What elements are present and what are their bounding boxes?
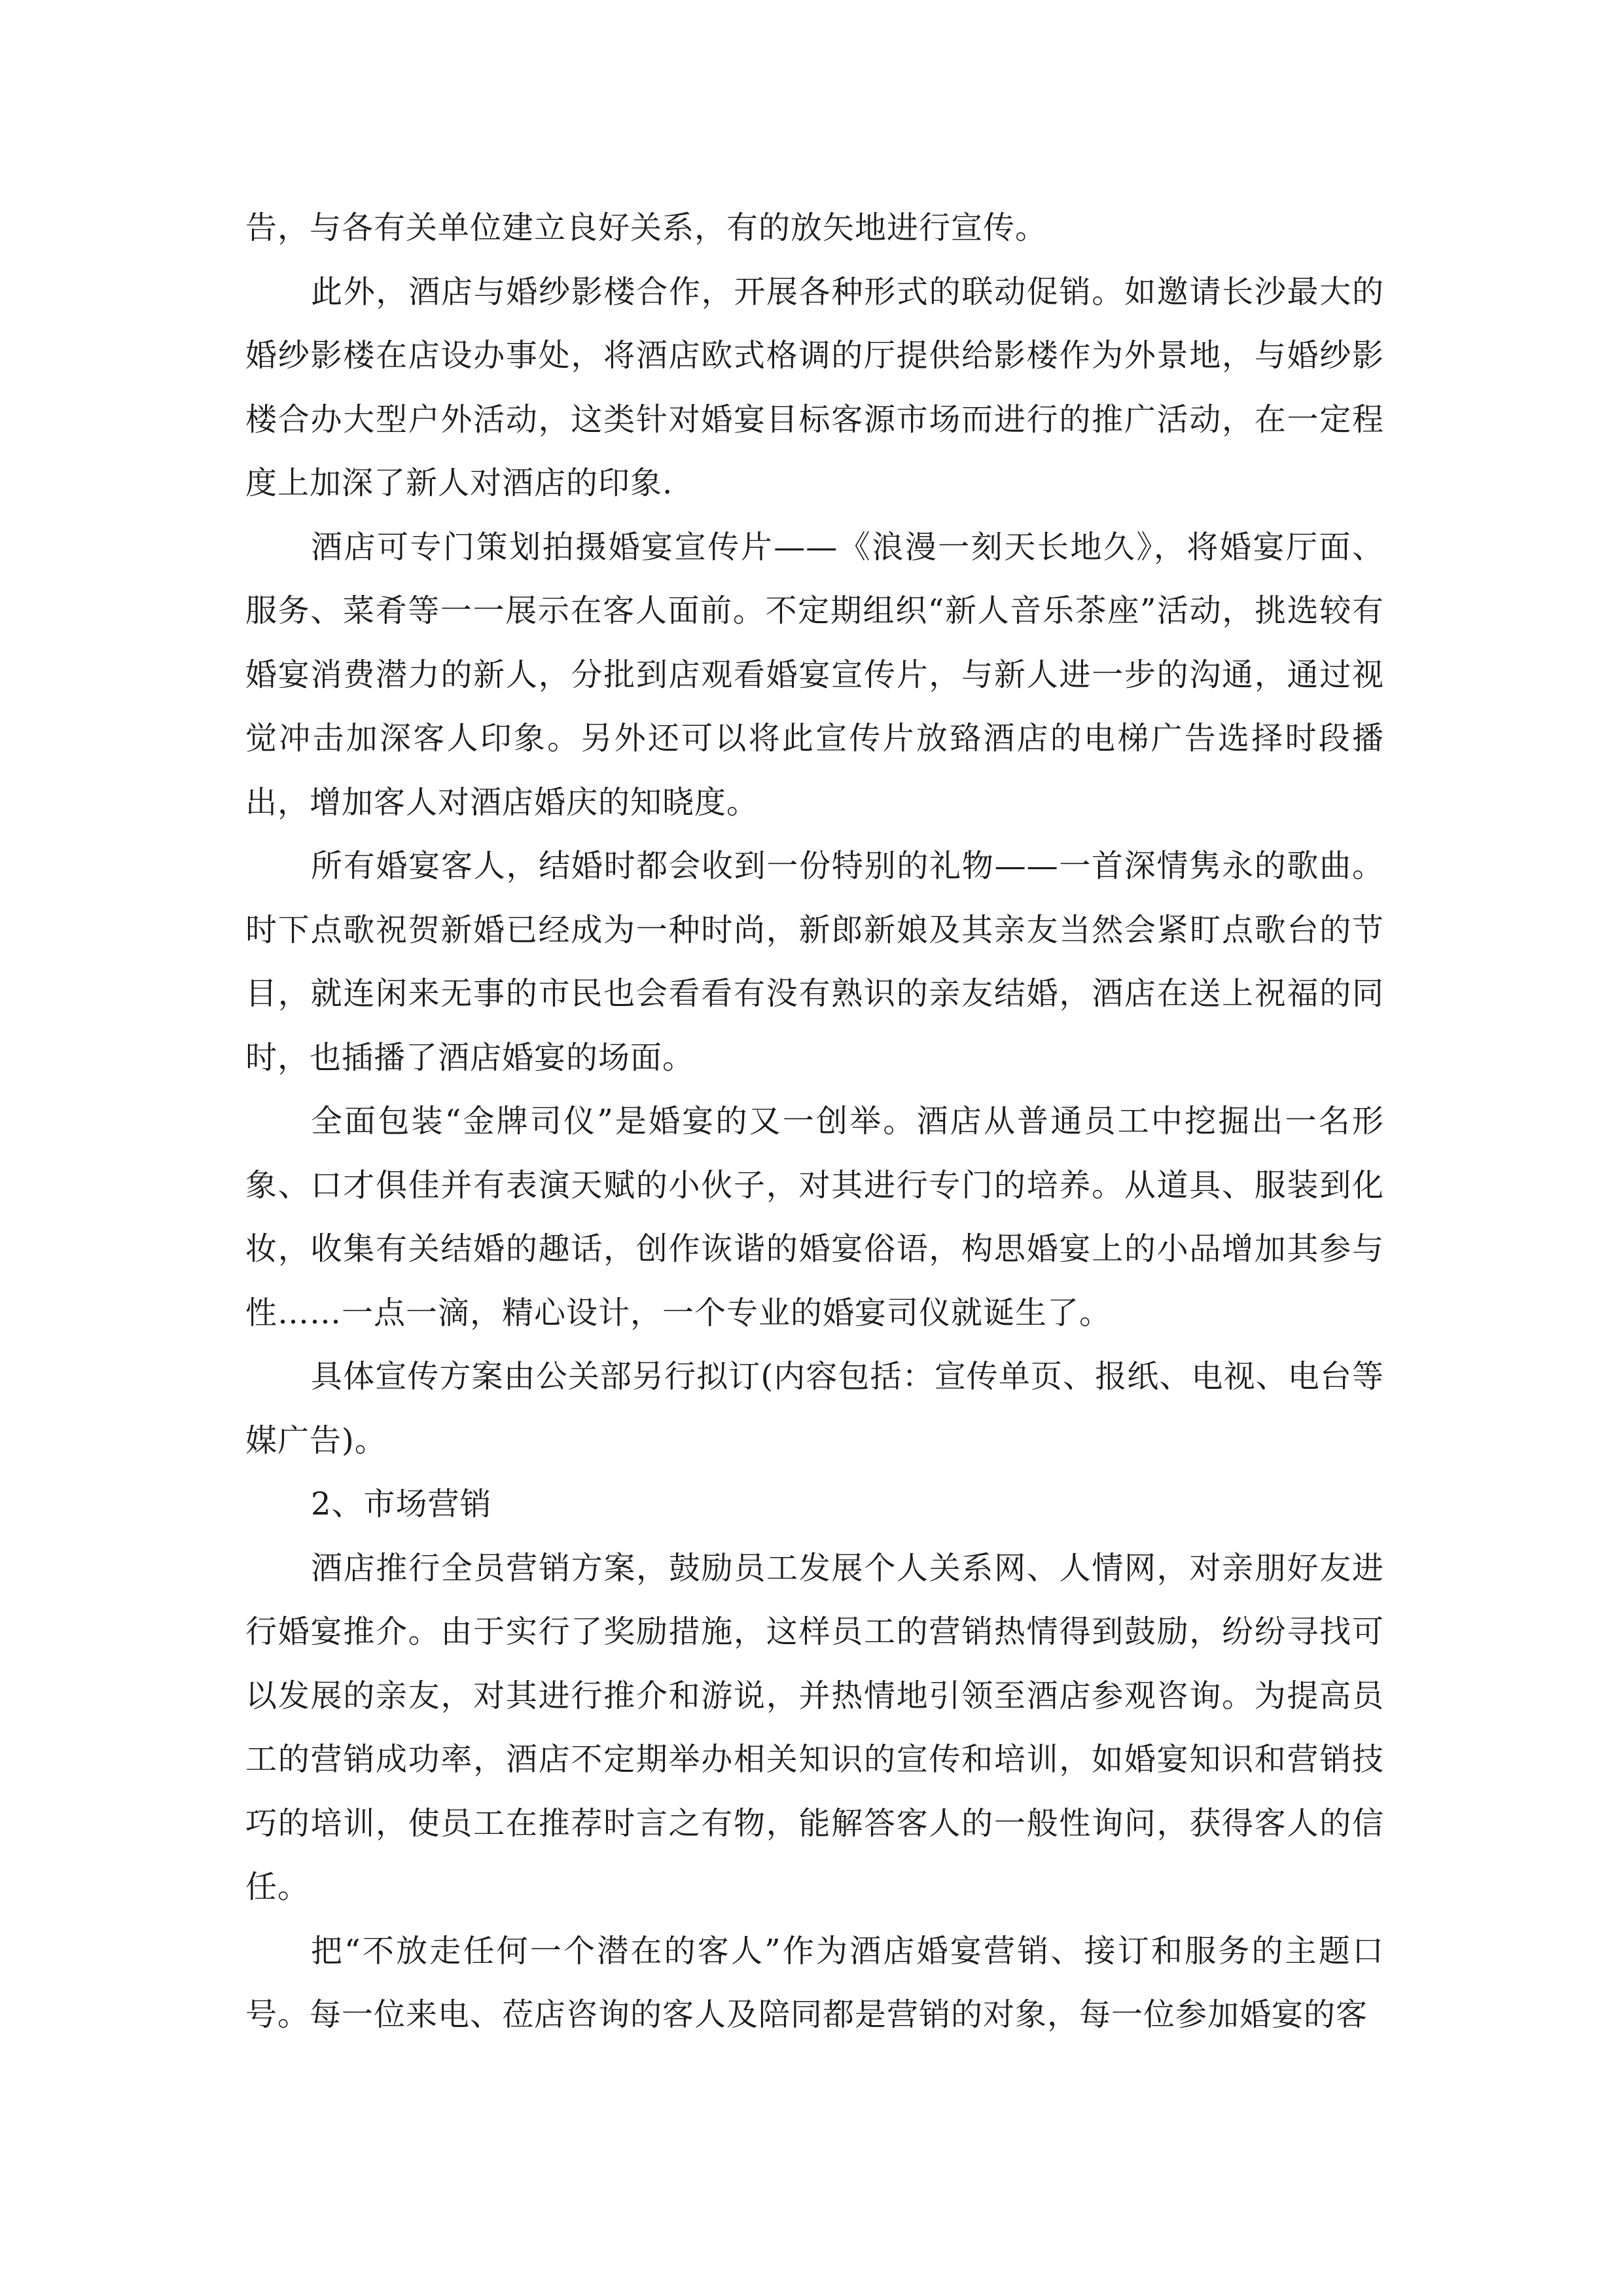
paragraph-gold-host: 全面包装“金牌司仪”是婚宴的又一创举。酒店从普通员工中挖掘出一名形象、口才俱佳并有表演天赋的小伙子，对其进行专门的培养。从道具、服装到化妆，收集有关结婚的趣话，创作诙谐的婚宴俗语，构思婚宴上的小品增加其参与性……一点一滴，精心设计，一个专业的婚宴司仪就诞生了。	[245, 1103, 1384, 1331]
section-heading: 2、市场营销	[311, 1486, 492, 1522]
paragraph-pr-plan: 具体宣传方案由公关部另行拟订(内容包括：宣传单页、报纸、电视、电台等媒广告)。	[245, 1358, 1384, 1459]
paragraph-slogan: 把“不放走任何一个潜在的客人”作为酒店婚宴营销、接订和服务的主题口号。每一位来电、莅店咨询的客人及陪同都是营销的对象，每一位参加婚宴的客	[245, 1932, 1384, 2033]
paragraph-bridal-studio: 此外，酒店与婚纱影楼合作，开展各种形式的联动促销。如邀请长沙最大的婚纱影楼在店设办事处，将酒店欧式格调的厅提供给影楼作为外景地，与婚纱影楼合办大型户外活动，这类针对婚宴目标客源市场而进行的推广活动，在一定程度上加深了新人对酒店的印象.	[245, 273, 1384, 501]
paragraph-promo-video: 酒店可专门策划拍摄婚宴宣传片——《浪漫一刻天长地久》，将婚宴厅面、服务、菜肴等一一展示在客人面前。不定期组织“新人音乐茶座”活动，挑选较有婚宴消费潜力的新人，分批到店观看婚宴宣传片，与新人进一步的沟通，通过视觉冲击加深客人印象。另外还可以将此宣传片放臵酒店的电梯广告选择时段播出，增加客人对酒店婚庆的知晓度。	[245, 528, 1384, 821]
document-body	[245, 196, 1384, 2047]
paragraph-staff-marketing: 酒店推行全员营销方案，鼓励员工发展个人关系网、人情网，对亲朋好友进行婚宴推介。由于实行了奖励措施，这样员工的营销热情得到鼓励，纷纷寻找可以发展的亲友，对其进行推介和游说，并热情地引领至酒店参观咨询。为提高员工的营销成功率，酒店不定期举办相关知识的宣传和培训，如婚宴知识和营销技巧的培训，使员工在推荐时言之有物，能解答客人的一般性询问，获得客人的信任。	[245, 1549, 1384, 1905]
paragraph-song-gift: 所有婚宴客人，结婚时都会收到一份特别的礼物——一首深情隽永的歌曲。时下点歌祝贺新婚已经成为一种时尚，新郎新娘及其亲友当然会紧盯点歌台的节目，就连闲来无事的市民也会看看有没有熟识的亲友结婚，酒店在送上祝福的同时，也插播了酒店婚宴的场面。	[245, 848, 1384, 1076]
paragraph-continuation: 告，与各有关单位建立良好关系，有的放矢地进行宣传。	[245, 209, 1048, 246]
